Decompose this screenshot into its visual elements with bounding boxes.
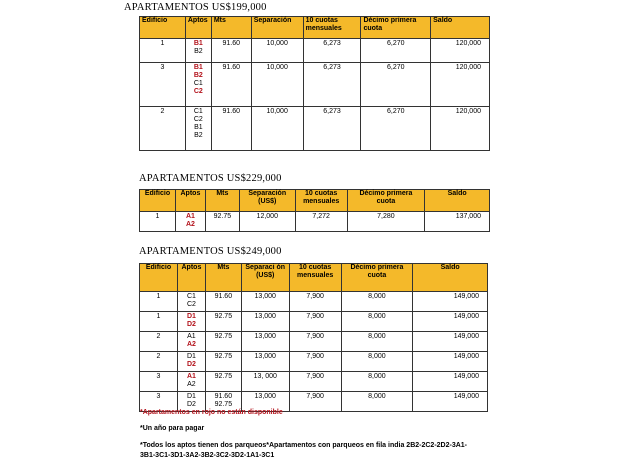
- payment-note: *Un año para pagar: [140, 425, 205, 432]
- apto-label: B2: [194, 48, 203, 55]
- separacion-cell: 10,000: [251, 39, 303, 63]
- separacion-cell: 13,000: [241, 392, 289, 412]
- cuotas-cell: 7,272: [295, 212, 347, 232]
- separacion-cell: 13,000: [241, 332, 289, 352]
- mts-value: 92.75: [214, 353, 233, 360]
- decimo-cell: 8,000: [341, 372, 413, 392]
- mts-cell: [205, 332, 241, 352]
- table-row: [140, 107, 490, 151]
- table-row: [140, 39, 490, 63]
- saldo-cell: 149,000: [413, 352, 488, 372]
- parking-note-line1: *Todos los aptos tienen dos parqueos*Apartamentos con parqueos en fila india 2B2-2C2-2D2-3A1-: [140, 442, 467, 449]
- edificio-cell: 2: [140, 107, 186, 151]
- apto-label: C1: [186, 293, 196, 300]
- title-249: APARTAMENTOS US$249,000: [139, 246, 282, 257]
- price-table-249: [139, 263, 488, 412]
- separacion-cell: 10,000: [251, 107, 303, 151]
- table-row: [140, 332, 488, 352]
- mts-value: 91.60: [214, 293, 233, 300]
- decimo-cell: 7,280: [347, 212, 425, 232]
- apto-label: C2: [193, 88, 203, 95]
- apto-label: D1: [186, 313, 196, 320]
- price-table-229: [139, 189, 490, 232]
- mts-value: 92.75: [214, 401, 233, 408]
- mts-cell: [205, 212, 239, 232]
- cuotas-cell: 7,900: [289, 312, 341, 332]
- cuotas-cell: 7,900: [289, 352, 341, 372]
- apto-label: C2: [193, 116, 203, 123]
- column-header: 10 cuotas mensuales: [303, 17, 361, 39]
- saldo-cell: 120,000: [431, 63, 490, 107]
- cuotas-cell: 7,900: [289, 332, 341, 352]
- separacion-cell: 10,000: [251, 63, 303, 107]
- apto-label: D2: [186, 321, 196, 328]
- column-header: Décimo primera cuota: [341, 264, 413, 292]
- column-header: Separaci ón (US$): [241, 264, 289, 292]
- decimo-cell: 8,000: [341, 292, 413, 312]
- column-header: Separación (US$): [239, 190, 295, 212]
- separacion-cell: 13,000: [241, 312, 289, 332]
- header-row: [140, 264, 488, 292]
- mts-cell: [205, 292, 241, 312]
- apto-label: A2: [187, 381, 196, 388]
- decimo-cell: 8,000: [341, 392, 413, 412]
- column-header: Décimo primera cuota: [347, 190, 425, 212]
- mts-value: 92.75: [214, 373, 233, 380]
- saldo-cell: 149,000: [413, 372, 488, 392]
- column-header: Mts: [211, 17, 251, 39]
- cuotas-cell: 7,900: [289, 292, 341, 312]
- aptos-cell: [177, 312, 205, 332]
- column-header: Mts: [205, 190, 239, 212]
- column-header: Aptos: [175, 190, 205, 212]
- separacion-cell: 13, 000: [241, 372, 289, 392]
- mts-value: 91.60: [222, 40, 241, 47]
- decimo-cell: 8,000: [341, 312, 413, 332]
- apto-label: B1: [193, 40, 203, 47]
- aptos-cell: [185, 39, 211, 63]
- aptos-cell: [177, 332, 205, 352]
- table-row: [140, 372, 488, 392]
- apto-label: A1: [187, 333, 196, 340]
- apto-label: C1: [193, 80, 203, 87]
- decimo-cell: 8,000: [341, 352, 413, 372]
- column-header: 10 cuotas mensuales: [295, 190, 347, 212]
- column-header: 10 cuotas mensuales: [289, 264, 341, 292]
- mts-cell: [211, 63, 251, 107]
- saldo-cell: 120,000: [431, 107, 490, 151]
- apto-label: A1: [185, 213, 195, 220]
- apto-label: B2: [193, 72, 203, 79]
- aptos-cell: [177, 372, 205, 392]
- edificio-cell: 1: [140, 312, 178, 332]
- edificio-cell: 2: [140, 332, 178, 352]
- aptos-cell: [185, 107, 211, 151]
- decimo-cell: 8,000: [341, 332, 413, 352]
- apto-label: B1: [193, 64, 203, 71]
- price-table-199: [139, 16, 490, 151]
- mts-value: 92.75: [214, 313, 233, 320]
- edificio-cell: 1: [140, 39, 186, 63]
- column-header: Aptos: [177, 264, 205, 292]
- mts-cell: [211, 39, 251, 63]
- column-header: Saldo: [425, 190, 490, 212]
- apto-label: D1: [186, 353, 196, 360]
- apto-label: D2: [186, 361, 196, 368]
- separacion-cell: 12,000: [239, 212, 295, 232]
- apto-label: B2: [194, 132, 203, 139]
- saldo-cell: 137,000: [425, 212, 490, 232]
- column-header: Mts: [205, 264, 241, 292]
- saldo-cell: 120,000: [431, 39, 490, 63]
- cuotas-cell: 6,273: [303, 107, 361, 151]
- table-row: [140, 312, 488, 332]
- aptos-cell: [175, 212, 205, 232]
- saldo-cell: 149,000: [413, 392, 488, 412]
- mts-value: 92.75: [213, 213, 232, 220]
- cuotas-cell: 7,900: [289, 392, 341, 412]
- column-header: Décimo primera cuota: [361, 17, 431, 39]
- edificio-cell: 1: [140, 212, 176, 232]
- cuotas-cell: 7,900: [289, 372, 341, 392]
- apto-label: A1: [186, 373, 196, 380]
- unavailable-note: *Apartamentos en rojo no están disponible: [140, 409, 283, 416]
- aptos-cell: [177, 352, 205, 372]
- apto-label: C2: [186, 301, 196, 308]
- column-header: Edificio: [140, 190, 176, 212]
- decimo-cell: 6,270: [361, 63, 431, 107]
- apto-label: A2: [185, 221, 195, 228]
- mts-value: 91.60: [214, 393, 233, 400]
- column-header: Aptos: [185, 17, 211, 39]
- apto-label: D1: [186, 393, 196, 400]
- edificio-cell: 2: [140, 352, 178, 372]
- mts-cell: [205, 372, 241, 392]
- header-row: [140, 17, 490, 39]
- column-header: Separación: [251, 17, 303, 39]
- separacion-cell: 13,000: [241, 352, 289, 372]
- apto-label: C1: [193, 108, 203, 115]
- apto-label: D2: [186, 401, 196, 408]
- edificio-cell: 3: [140, 63, 186, 107]
- mts-value: 92.75: [214, 333, 233, 340]
- decimo-cell: 6,270: [361, 39, 431, 63]
- edificio-cell: 3: [140, 372, 178, 392]
- column-header: Edificio: [140, 17, 186, 39]
- mts-value: 91.60: [222, 108, 241, 115]
- decimo-cell: 6,270: [361, 107, 431, 151]
- column-header: Edificio: [140, 264, 178, 292]
- header-row: [140, 190, 490, 212]
- separacion-cell: 13,000: [241, 292, 289, 312]
- edificio-cell: 3: [140, 392, 178, 412]
- mts-cell: [211, 107, 251, 151]
- saldo-cell: 149,000: [413, 312, 488, 332]
- parking-note-line2: 3B1-3C1-3D1-3A2-3B2-3C2-3D2-1A1-3C1: [140, 452, 275, 459]
- saldo-cell: 149,000: [413, 332, 488, 352]
- saldo-cell: 149,000: [413, 292, 488, 312]
- title-229: APARTAMENTOS US$229,000: [139, 173, 282, 184]
- mts-cell: [205, 352, 241, 372]
- cuotas-cell: 6,273: [303, 39, 361, 63]
- mts-cell: [205, 312, 241, 332]
- table-row: [140, 63, 490, 107]
- table-row: [140, 292, 488, 312]
- apto-label: A2: [186, 341, 196, 348]
- edificio-cell: 1: [140, 292, 178, 312]
- column-header: Saldo: [431, 17, 490, 39]
- mts-value: 91.60: [222, 64, 241, 71]
- aptos-cell: [185, 63, 211, 107]
- apto-label: B1: [194, 124, 203, 131]
- title-199: APARTAMENTOS US$199,000: [124, 2, 267, 13]
- table-row: [140, 352, 488, 372]
- table-row: [140, 212, 490, 232]
- aptos-cell: [177, 292, 205, 312]
- column-header: Saldo: [413, 264, 488, 292]
- cuotas-cell: 6,273: [303, 63, 361, 107]
